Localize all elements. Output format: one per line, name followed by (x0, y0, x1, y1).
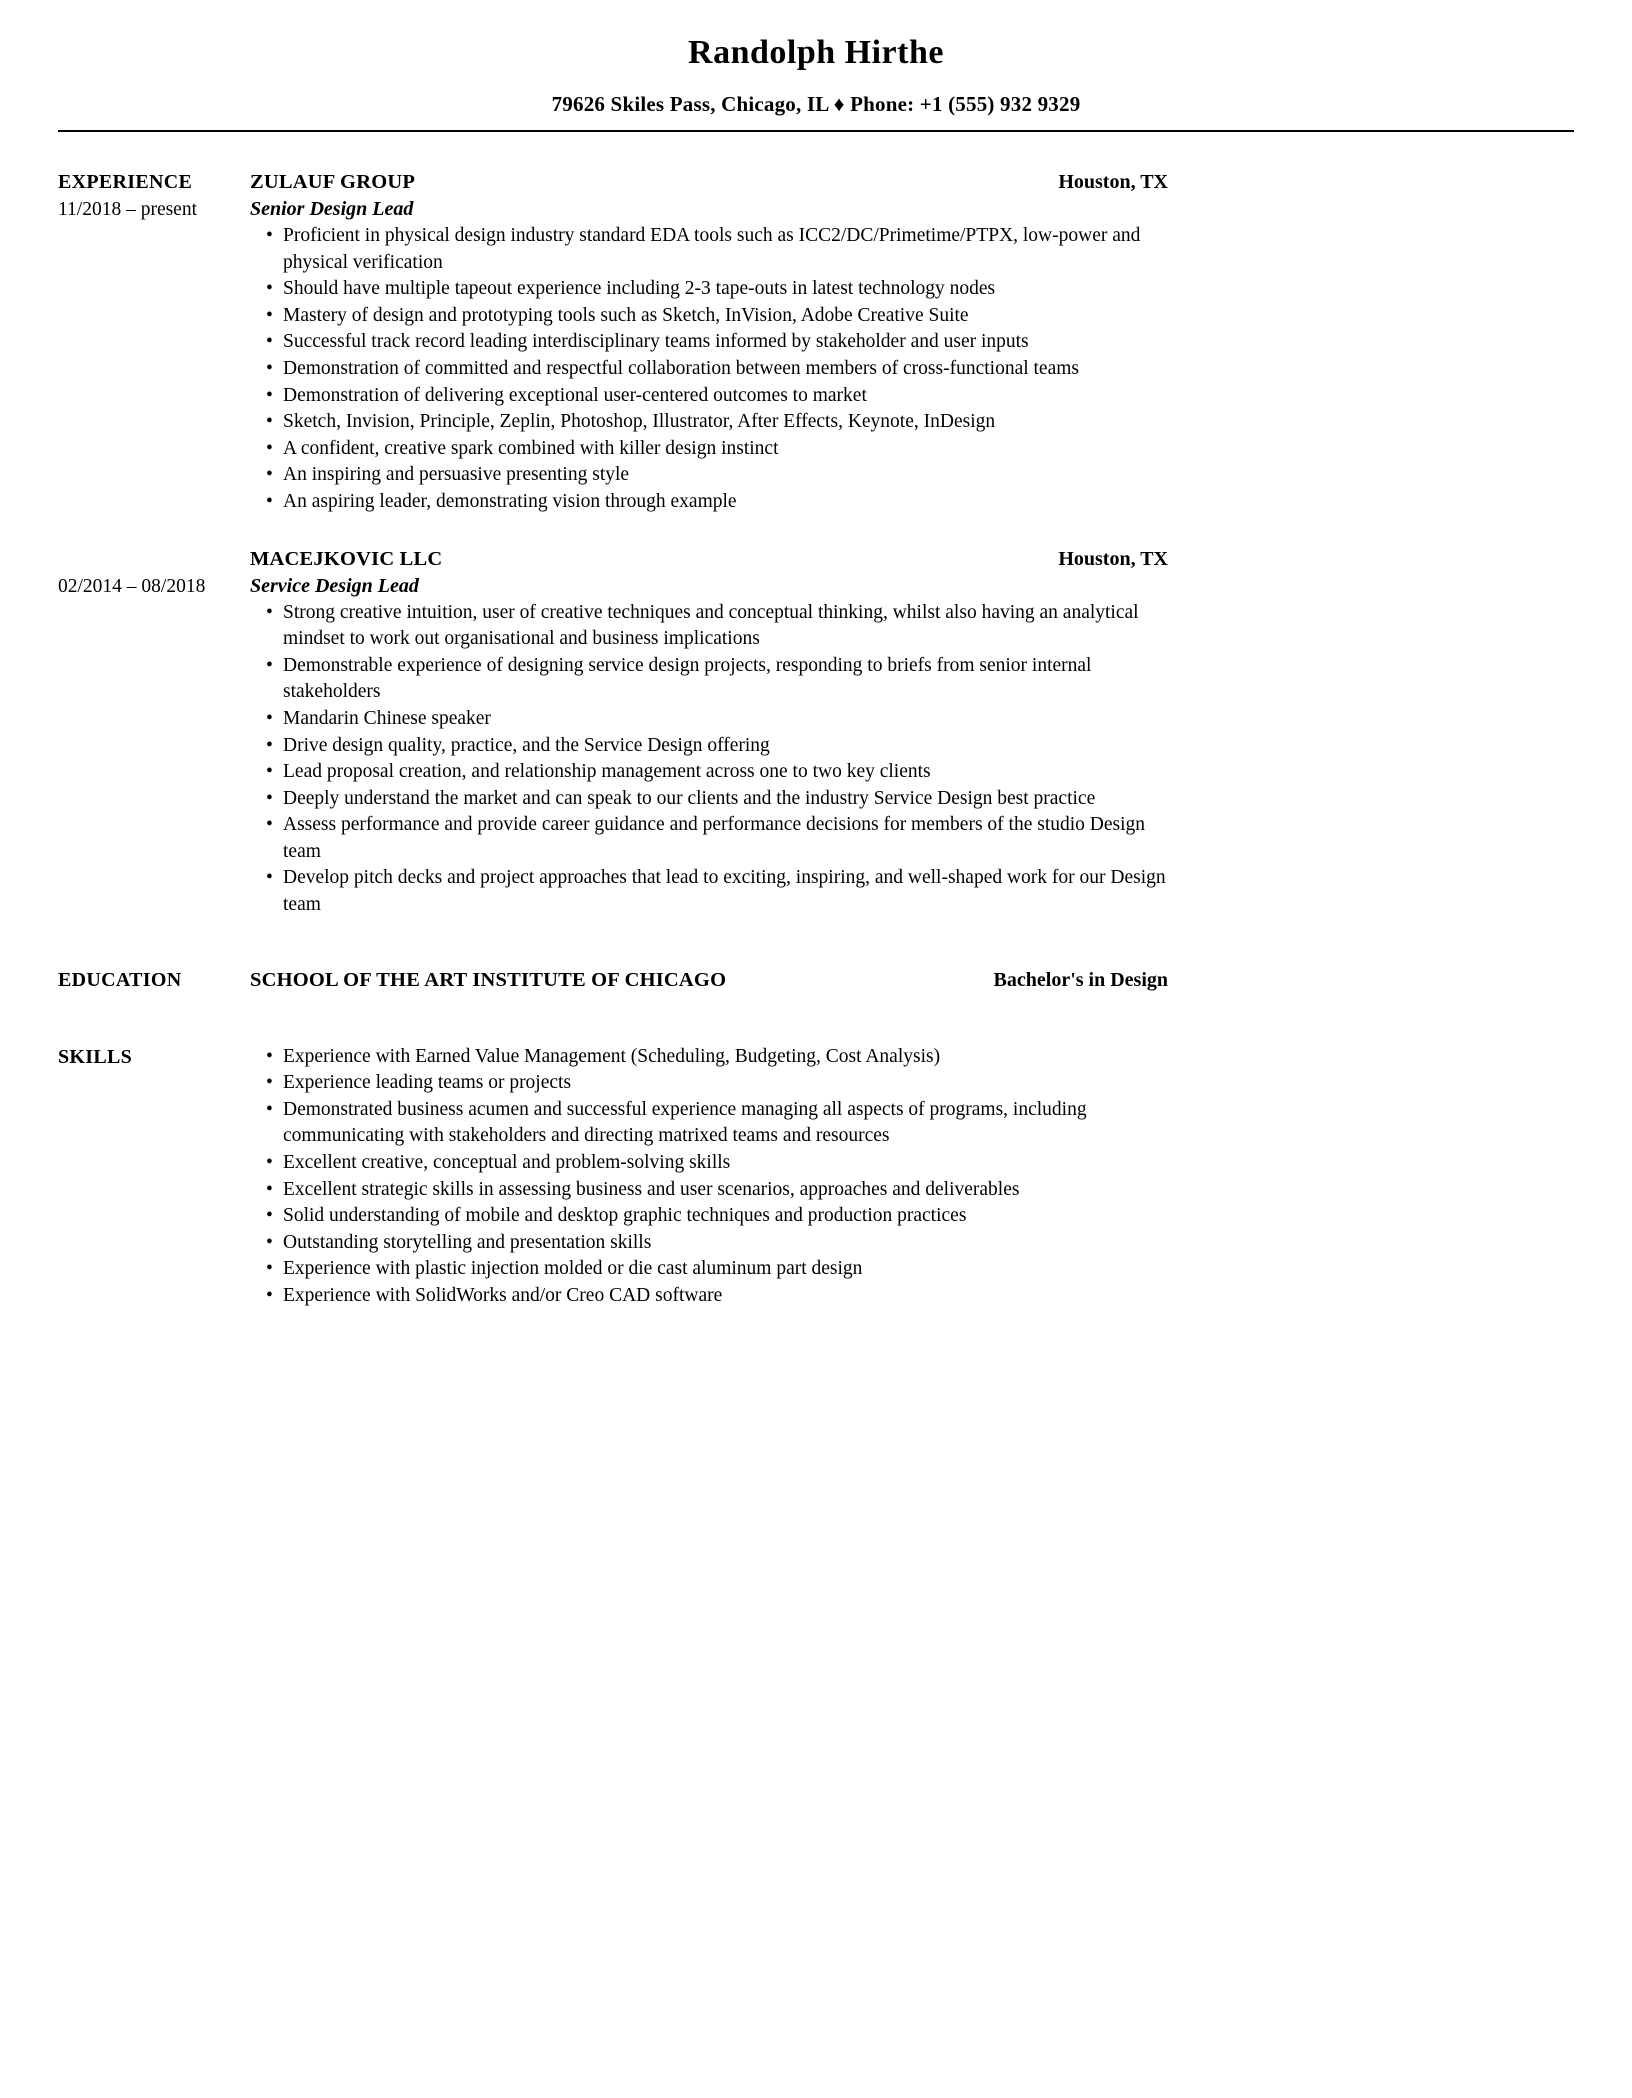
person-name: Randolph Hirthe (688, 34, 944, 71)
job-bullet-list (250, 600, 1168, 919)
bullet-item: • Lead proposal creation, and relationship management across one to two key clients (283, 759, 1168, 786)
section-experience (58, 169, 1574, 516)
section-skills (58, 1044, 1574, 1310)
bullet-item: • Should have multiple tapeout experience including 2-3 tape-outs in latest technology nodes (283, 276, 1168, 303)
bullet-item: • Mandarin Chinese speaker (283, 706, 1168, 733)
job-block-zulauf (250, 169, 1168, 516)
job-location: Houston, TX (1058, 547, 1168, 570)
education-label: EDUCATION (58, 968, 182, 991)
bullet-item: • Successful track record leading interdisciplinary teams informed by stakeholder and user inputs (283, 329, 1168, 356)
bullet-item: • A confident, creative spark combined with killer design instinct (283, 436, 1168, 463)
bullet-item: • Demonstration of delivering exceptional user-centered outcomes to market (283, 383, 1168, 410)
bullet-item: • An aspiring leader, demonstrating vision through example (283, 489, 1168, 516)
bullet-item: • Experience with Earned Value Management (Scheduling, Budgeting, Cost Analysis) (283, 1044, 1168, 1071)
job-dates: 02/2014 – 08/2018 (58, 575, 206, 597)
bullet-item: • Deeply understand the market and can speak to our clients and the industry Service Design best practice (283, 786, 1168, 813)
company-name: MACEJKOVIC LLC (250, 547, 443, 570)
school-name: SCHOOL OF THE ART INSTITUTE OF CHICAGO (250, 968, 727, 991)
company-name: ZULAUF GROUP (250, 171, 416, 193)
bullet-item: • Solid understanding of mobile and desktop graphic techniques and production practices (283, 1203, 1168, 1230)
job-block-macejkovic (250, 546, 1168, 919)
bullet-item: • Demonstration of committed and respectful collaboration between members of cross-functional teams (283, 356, 1168, 383)
job-title: Senior Design Lead (250, 198, 414, 220)
job-bullet-list (250, 223, 1168, 516)
section-experience-job2 (58, 546, 1574, 919)
skills-label: SKILLS (58, 1045, 133, 1068)
bullet-item: • Outstanding storytelling and presentation skills (283, 1230, 1168, 1257)
bullet-item: • Demonstrable experience of designing service design projects, responding to briefs from senior internal stakeholders (283, 653, 1168, 706)
bullet-item: • Sketch, Invision, Principle, Zeplin, Photoshop, Illustrator, After Effects, Keynote, InDesign (283, 409, 1168, 436)
experience-left-column (58, 546, 250, 919)
bullet-item: • Experience leading teams or projects (283, 1070, 1168, 1097)
bullet-item: • Mastery of design and prototyping tools such as Sketch, InVision, Adobe Creative Suite (283, 303, 1168, 330)
education-entry (250, 967, 1168, 994)
job-header (250, 546, 1168, 573)
bullet-item: • Demonstrated business acumen and successful experience managing all aspects of programs, including communicating with stakeholders and directing matrixed teams and resources (283, 1097, 1168, 1150)
section-education (58, 967, 1574, 994)
resume-header (58, 34, 1574, 132)
experience-label: EXPERIENCE (58, 171, 193, 193)
header-rule (58, 130, 1574, 132)
degree-name: Bachelor's in Design (993, 968, 1168, 991)
job-header (250, 169, 1168, 196)
bullet-item: • Develop pitch decks and project approaches that lead to exciting, inspiring, and well-shaped work for our Design team (283, 865, 1168, 918)
bullet-item: • Excellent strategic skills in assessing business and user scenarios, approaches and deliverables (283, 1177, 1168, 1204)
bullet-item: • Proficient in physical design industry standard EDA tools such as ICC2/DC/Primetime/PTPX, low-power and physical verification (283, 223, 1168, 276)
job-dates: 11/2018 – present (58, 199, 198, 220)
bullet-item: • Excellent creative, conceptual and problem-solving skills (283, 1150, 1168, 1177)
bullet-item: • Drive design quality, practice, and the Service Design offering (283, 733, 1168, 760)
bullet-item: • Strong creative intuition, user of creative techniques and conceptual thinking, whilst also having an analytical mindset to work out organisational and business implications (283, 600, 1168, 653)
experience-left-column (58, 169, 250, 516)
bullet-item: • An inspiring and persuasive presenting style (283, 462, 1168, 489)
bullet-item: • Experience with plastic injection molded or die cast aluminum part design (283, 1256, 1168, 1283)
bullet-item: • Assess performance and provide career guidance and performance decisions for members of the studio Design team (283, 812, 1168, 865)
job-title: Service Design Lead (250, 574, 419, 597)
job-location: Houston, TX (1058, 171, 1168, 193)
bullet-item: • Experience with SolidWorks and/or Creo CAD software (283, 1283, 1168, 1310)
skills-left-column (58, 1044, 250, 1310)
contact-line: 79626 Skiles Pass, Chicago, IL ♦ Phone: +1 (555) 932 9329 (551, 92, 1081, 116)
education-left-column (58, 967, 250, 994)
skills-block (250, 1044, 1168, 1310)
skills-bullet-list (250, 1044, 1168, 1310)
